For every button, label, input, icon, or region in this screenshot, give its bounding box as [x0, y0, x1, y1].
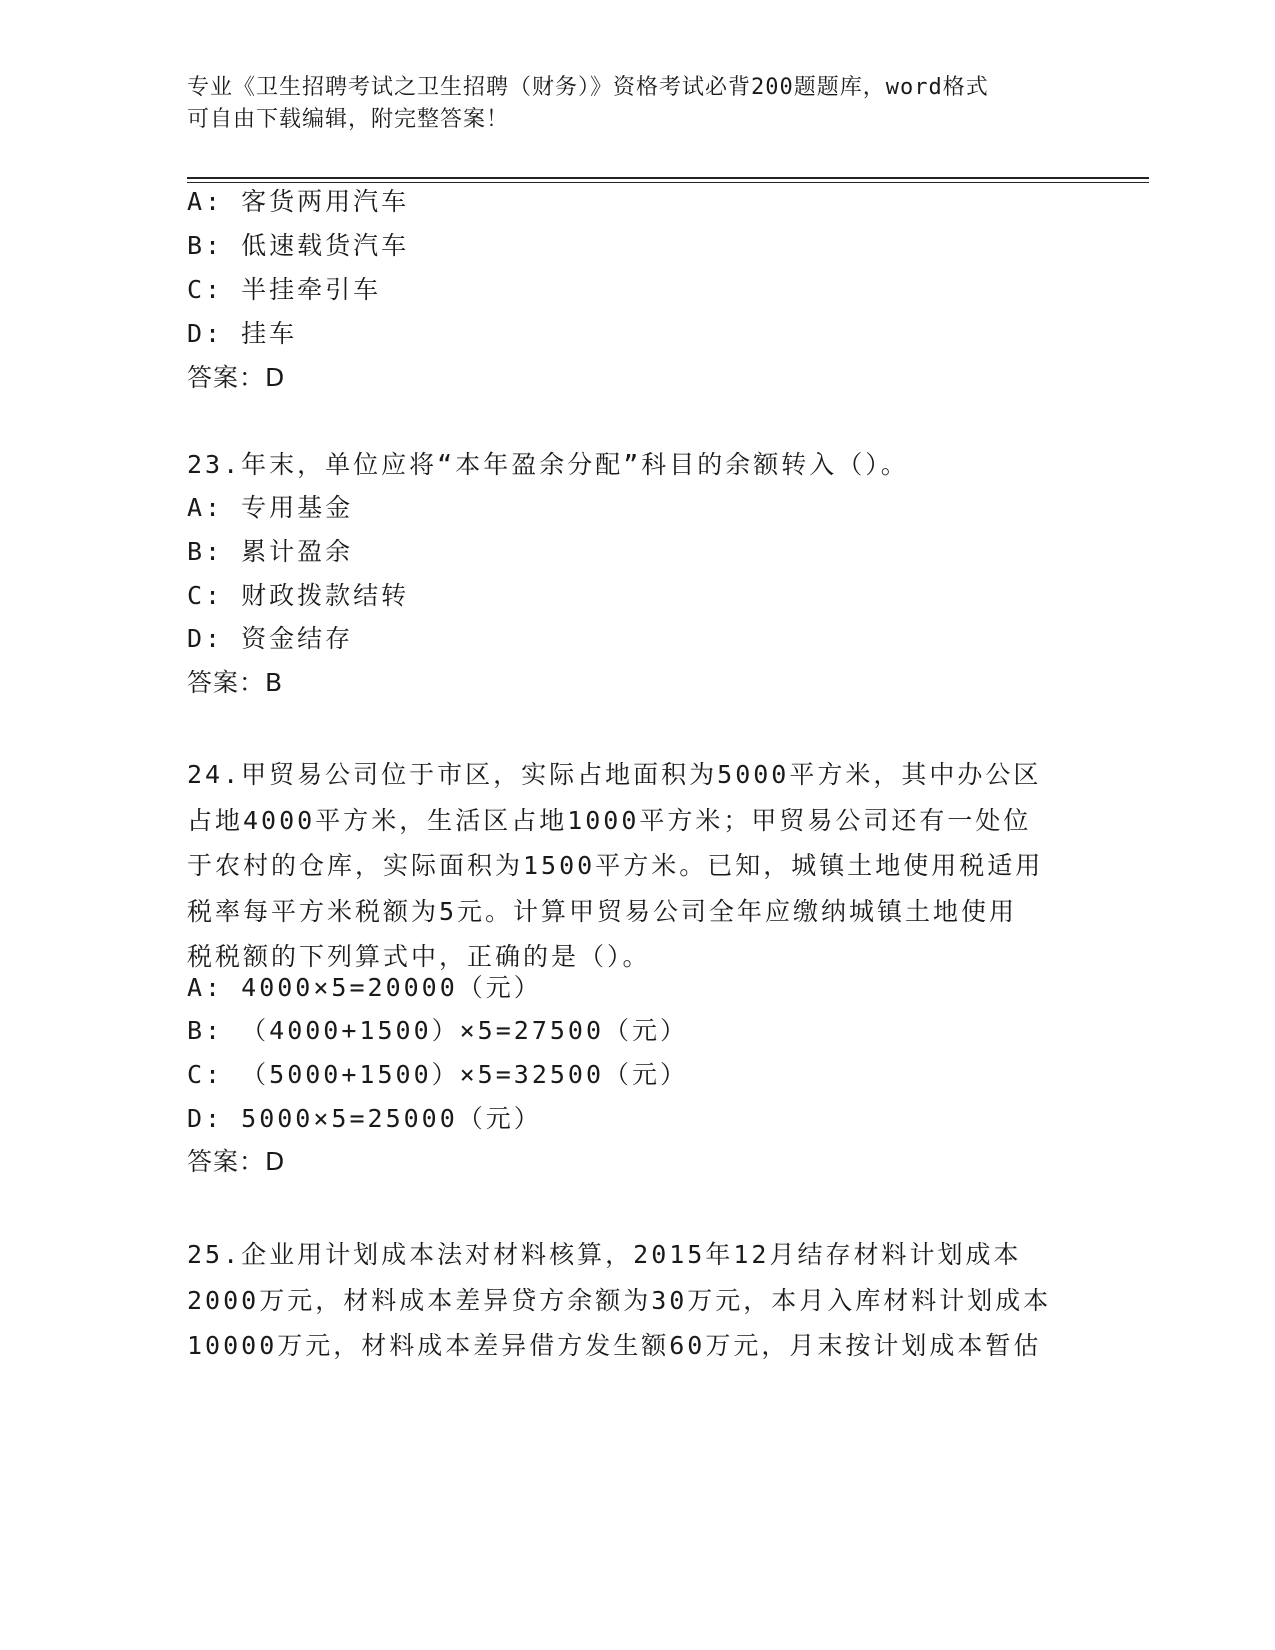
q23-answer: 答案：B — [187, 668, 284, 697]
q25-stem-line-2: 2000万元，材料成本差异贷方余额为30万元，本月入库材料计划成本 — [187, 1285, 1052, 1315]
header-title-line-1: 专业《卫生招聘考试之卫生招聘（财务）》资格考试必背200题题库，word格式 — [187, 75, 989, 100]
q24-option-d: D: 5000×5=25000（元） — [187, 1104, 542, 1133]
q24-answer: 答案：D — [187, 1147, 286, 1176]
q23-option-b: B: 累计盈余 — [187, 537, 354, 566]
q24-stem-line-1: 24.甲贸易公司位于市区，实际占地面积为5000平方米，其中办公区 — [187, 760, 1042, 789]
q24-stem-line-5: 税税额的下列算式中，正确的是（）。 — [187, 942, 651, 971]
q24-stem-line-3: 于农村的仓库，实际面积为1500平方米。已知，城镇土地使用税适用 — [187, 851, 1044, 880]
header-divider-thin — [187, 182, 1149, 183]
q25-stem-line-3: 10000万元，材料成本差异借方发生额60万元，月末按计划成本暂估 — [187, 1331, 1042, 1360]
q22-option-d: D: 挂车 — [187, 319, 298, 348]
document-header — [187, 72, 1087, 136]
q24-option-c: C: （5000+1500）×5=32500（元） — [187, 1060, 689, 1089]
q23-option-c: C: 财政拨款结转 — [187, 581, 410, 610]
q24-option-a: A: 4000×5=20000（元） — [187, 973, 542, 1002]
q22-option-c: C: 半挂牵引车 — [187, 275, 382, 304]
q24-option-b: B: （4000+1500）×5=27500（元） — [187, 1016, 689, 1045]
q24-stem-line-4: 税率每平方米税额为5元。计算甲贸易公司全年应缴纳城镇土地使用 — [187, 896, 1018, 926]
q24-stem-line-2: 占地4000平方米，生活区占地1000平方米；甲贸易公司还有一处位 — [187, 805, 1032, 835]
q23-option-a: A: 专用基金 — [187, 493, 354, 522]
q22-option-a: A: 客货两用汽车 — [187, 187, 410, 216]
q25-stem — [187, 1232, 1087, 1369]
header-title-line-2: 可自由下载编辑，附完整答案！ — [187, 107, 510, 132]
q25-stem-line-1: 25.企业用计划成本法对材料核算，2015年12月结存材料计划成本 — [187, 1240, 1022, 1269]
header-divider-thick — [187, 177, 1149, 179]
q23-option-d: D: 资金结存 — [187, 624, 354, 653]
q24-stem — [187, 752, 1087, 980]
q23-stem: 23.年末，单位应将“本年盈余分配”科目的余额转入（）。 — [187, 450, 909, 479]
q22-answer: 答案：D — [187, 363, 286, 392]
q22-option-b: B: 低速载货汽车 — [187, 231, 410, 260]
